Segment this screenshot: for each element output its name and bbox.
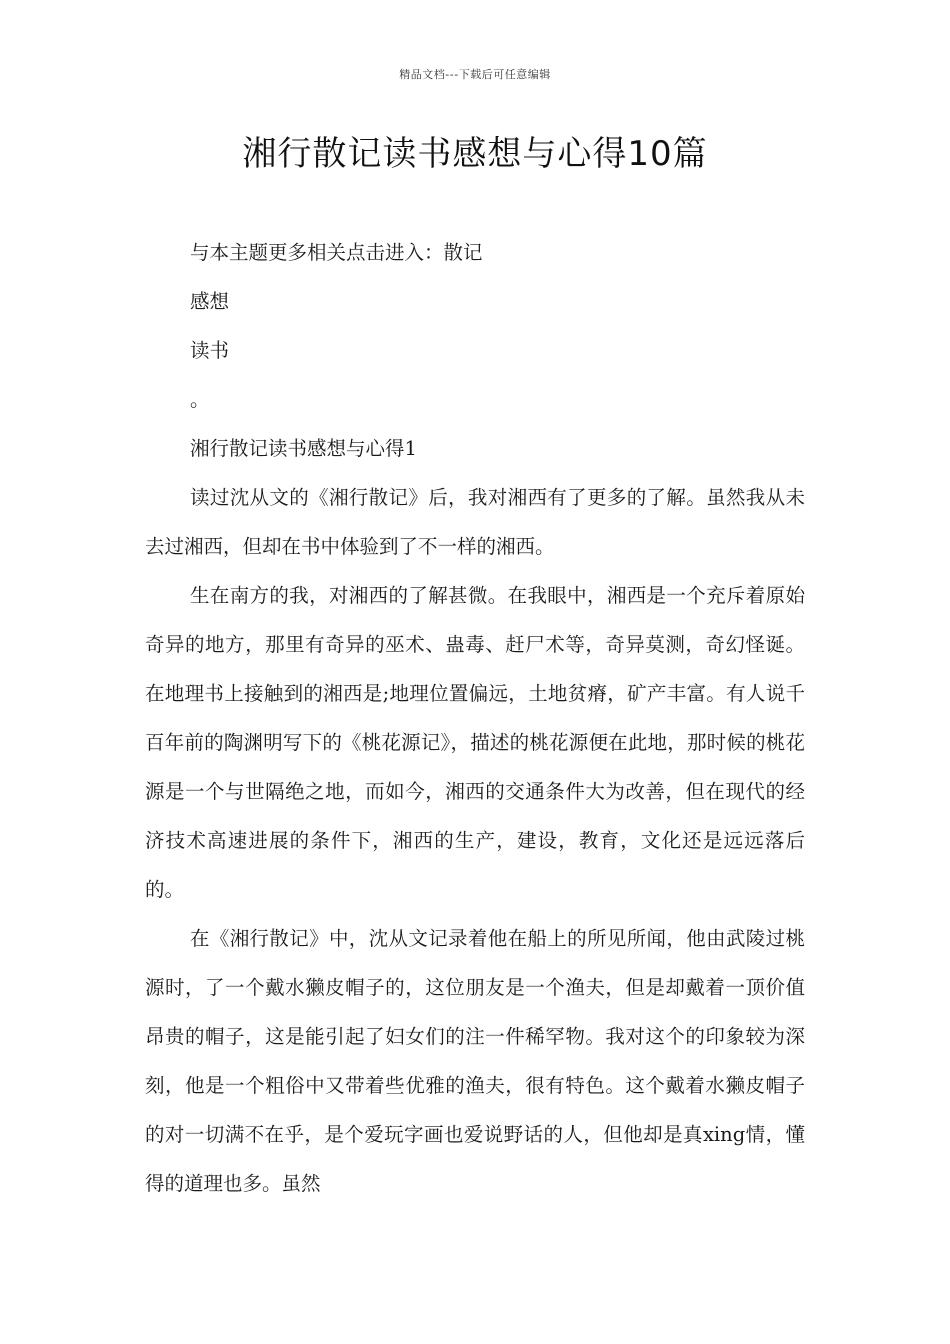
- header-note: 精品文档---下载后可任意编辑: [399, 68, 551, 81]
- paragraph-3: 在《湘行散记》中，沈从文记录着他在船上的所见所闻，他由武陵过桃源时，了一个戴水獭皮帽子的，这位朋友是一个渔夫，但是却戴着一顶价值昂贵的帽子，这是能引起了妇女们的注一件稀罕物。我对这个的印象较为深刻，他是一个粗俗中又带着些优雅的渔夫，很有特色。这个戴着水獭皮帽子的对一切满不在乎，是个爱玩字画也爱说野话的人，但他却是真xing情，懂得的道理也多。虽然: [145, 927, 805, 1195]
- paragraph-2: 生在南方的我，对湘西的了解甚微。在我眼中，湘西是一个充斥着原始奇异的地方，那里有奇异的巫术、蛊毒、赶尸术等，奇异莫测，奇幻怪诞。在地理书上接触到的湘西是;地理位置偏远，土地贫瘠，矿产丰富。有人说千百年前的陶渊明写下的《桃花源记》，描述的桃花源便在此地，那时候的桃花源是一个与世隔绝之地，而如今，湘西的交通条件大为改善，但在现代的经济技术高速进展的条件下，湘西的生产，建设，教育，文化还是远远落后的。: [145, 584, 805, 901]
- related-tag-dushu: 读书: [190, 339, 230, 362]
- document-title: 湘行散记读书感想与心得10篇: [242, 134, 708, 174]
- section-heading: 湘行散记读书感想与心得1: [190, 437, 417, 460]
- related-tag-ganxiang: 感想: [190, 290, 230, 313]
- paragraph-1: 读过沈从文的《湘行散记》后，我对湘西有了更多的了解。虽然我从未去过湘西，但却在书中体验到了不一样的湘西。: [145, 486, 805, 558]
- related-end-mark: 。: [190, 388, 210, 411]
- document-body: [145, 228, 805, 1208]
- related-topics-line: 与本主题更多相关点击进入：散记: [190, 241, 483, 264]
